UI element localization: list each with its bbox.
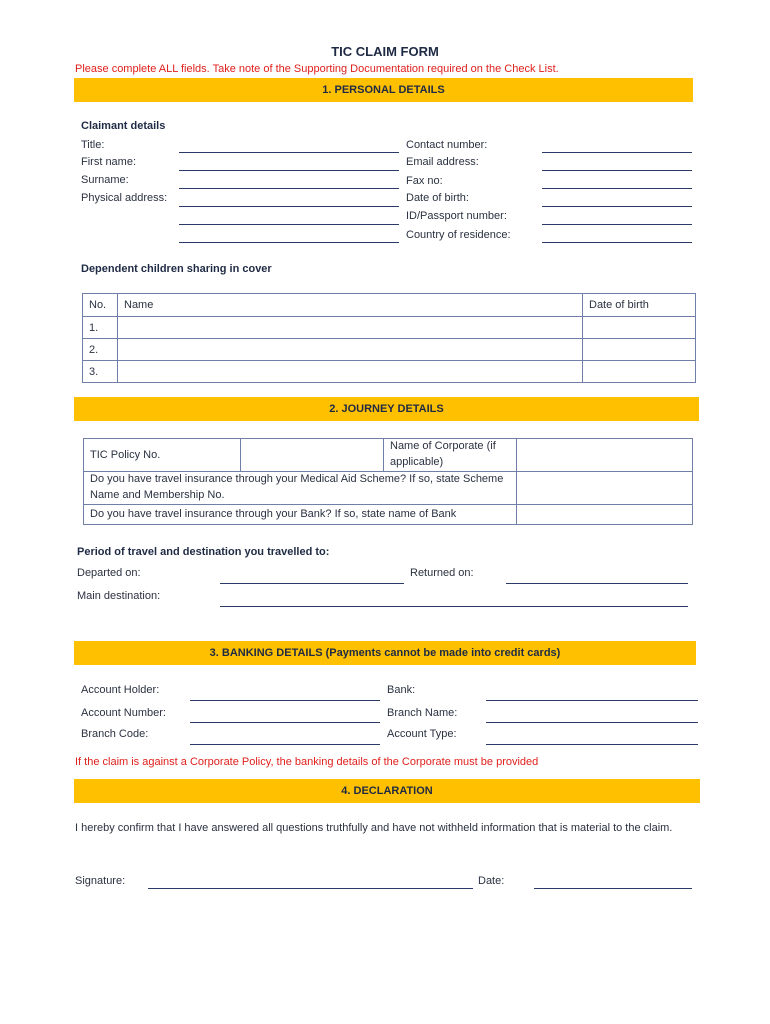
- dependent-name-cell[interactable]: [118, 339, 583, 361]
- country-field[interactable]: [542, 242, 692, 243]
- address-field-3[interactable]: [179, 242, 399, 243]
- departed-label: Departed on:: [77, 567, 141, 579]
- row-number: 3.: [83, 361, 118, 383]
- table-row: [83, 339, 696, 361]
- title-label: Title:: [81, 139, 105, 151]
- policy-label: TIC Policy No.: [84, 439, 241, 472]
- dependent-name-cell[interactable]: [118, 317, 583, 339]
- dependent-dob-cell[interactable]: [583, 339, 696, 361]
- bank-insurance-field[interactable]: [517, 504, 693, 524]
- bank-label: Bank:: [387, 684, 416, 696]
- destination-field[interactable]: [220, 606, 688, 607]
- period-heading: Period of travel and destination you travelled to:: [77, 546, 330, 558]
- contact-number-label: Contact number:: [406, 139, 488, 151]
- personal-details-header: 1. PERSONAL DETAILS: [74, 78, 693, 102]
- fax-label: Fax no:: [406, 175, 443, 187]
- journey-details-header: 2. JOURNEY DETAILS: [74, 397, 699, 421]
- col-no-header: No.: [83, 294, 118, 317]
- policy-field[interactable]: [241, 439, 384, 472]
- signature-label: Signature:: [75, 875, 126, 887]
- surname-field[interactable]: [179, 188, 399, 189]
- medical-aid-field[interactable]: [517, 471, 693, 504]
- col-name-header: Name: [118, 294, 583, 317]
- id-passport-label: ID/Passport number:: [406, 210, 507, 222]
- date-of-birth-field[interactable]: [542, 206, 692, 207]
- first-name-field[interactable]: [179, 170, 399, 171]
- account-type-label: Account Type:: [387, 728, 457, 740]
- date-label: Date:: [478, 875, 505, 887]
- dependent-dob-cell[interactable]: [583, 317, 696, 339]
- id-passport-field[interactable]: [542, 224, 692, 225]
- dependent-name-cell[interactable]: [118, 361, 583, 383]
- contact-number-field[interactable]: [542, 152, 692, 153]
- table-row: [83, 317, 696, 339]
- surname-label: Surname:: [81, 174, 129, 186]
- dependents-table: [82, 293, 696, 383]
- journey-table: [83, 438, 693, 525]
- branch-name-label: Branch Name:: [387, 707, 458, 719]
- bank-field[interactable]: [486, 700, 698, 701]
- banking-details-header: 3. BANKING DETAILS (Payments cannot be made into credit cards): [74, 641, 696, 665]
- country-label: Country of residence:: [406, 229, 511, 241]
- title-field[interactable]: [179, 152, 399, 153]
- row-number: 1.: [83, 317, 118, 339]
- table-row: [83, 361, 696, 383]
- account-holder-label: Account Holder:: [81, 684, 160, 696]
- destination-label: Main destination:: [77, 590, 161, 602]
- returned-field[interactable]: [506, 583, 688, 584]
- declaration-header: 4. DECLARATION: [74, 779, 700, 803]
- medical-aid-question: Do you have travel insurance through your Medical Aid Scheme? If so, state Scheme Name and Membership No.: [84, 471, 517, 504]
- account-number-field[interactable]: [190, 722, 380, 723]
- address-field-2[interactable]: [179, 224, 399, 225]
- date-field[interactable]: [534, 888, 692, 889]
- address-field-1[interactable]: [179, 206, 399, 207]
- signature-field[interactable]: [148, 888, 473, 889]
- physical-address-label: Physical address:: [81, 192, 168, 204]
- bank-question: Do you have travel insurance through your Bank? If so, state name of Bank: [84, 504, 517, 524]
- account-number-label: Account Number:: [81, 707, 166, 719]
- claimant-details-heading: Claimant details: [81, 120, 166, 132]
- corporate-field[interactable]: [517, 439, 693, 472]
- row-number: 2.: [83, 339, 118, 361]
- declaration-text: I hereby confirm that I have answered all questions truthfully and have not withheld information that is material to the claim.: [75, 822, 673, 834]
- corporate-banking-note: If the claim is against a Corporate Policy, the banking details of the Corporate must be provided: [75, 756, 539, 768]
- email-field[interactable]: [542, 170, 692, 171]
- branch-code-field[interactable]: [190, 744, 380, 745]
- table-header-row: [83, 294, 696, 317]
- returned-label: Returned on:: [410, 567, 474, 579]
- branch-code-label: Branch Code:: [81, 728, 149, 740]
- dependent-dob-cell[interactable]: [583, 361, 696, 383]
- email-label: Email address:: [406, 156, 479, 168]
- dependents-heading: Dependent children sharing in cover: [81, 263, 272, 275]
- col-dob-header: Date of birth: [583, 294, 696, 317]
- first-name-label: First name:: [81, 156, 137, 168]
- corporate-label: Name of Corporate (if applicable): [384, 439, 517, 472]
- instruction-text: Please complete ALL fields. Take note of the Supporting Documentation required on the Check List.: [75, 63, 559, 75]
- date-of-birth-label: Date of birth:: [406, 192, 469, 204]
- branch-name-field[interactable]: [486, 722, 698, 723]
- account-type-field[interactable]: [486, 744, 698, 745]
- form-title: TIC CLAIM FORM: [331, 44, 439, 59]
- departed-field[interactable]: [220, 583, 404, 584]
- account-holder-field[interactable]: [190, 700, 380, 701]
- fax-field[interactable]: [542, 188, 692, 189]
